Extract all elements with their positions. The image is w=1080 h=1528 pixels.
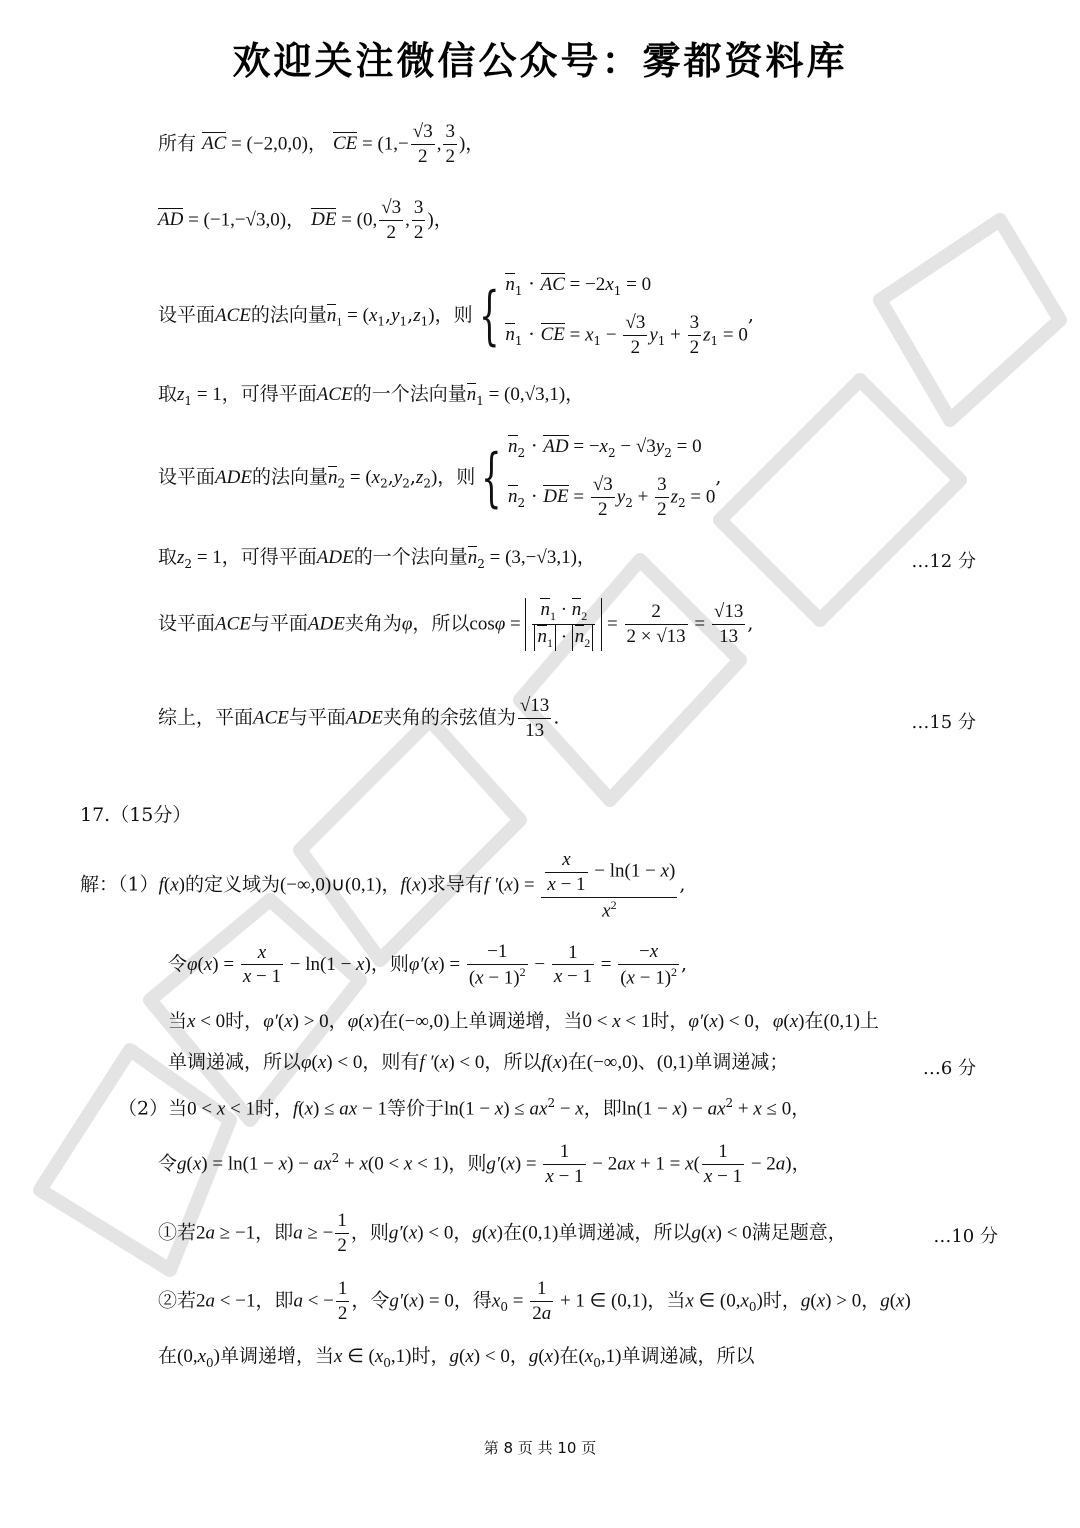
g-definition-line: 令$g(x) = \ln(1 - x) - ax^2 + x(0 < x < 1)$，则g′(x) = $\frac{1}{x - 1}$ − 2ax + 1 = x( $\frac{1}{x - 1}$ − 2a)， — [158, 1141, 811, 1187]
solution-part2-line: （2）当0 < x < 1时，f(x) ≤ ax − 1等价于$\ln(1 - x) \le ax^2 - x$，即$\ln(1 - x) - ax^2 + x \le 0$， — [118, 1096, 811, 1120]
case-1-line: ①若2a ≥ −1，即a ≥ − $\frac{1}{2}$ ，则g′(x) < 0，g(x)在(0,1)单调递减，所以g(x) < 0满足题意， — [158, 1210, 847, 1256]
monotonic-cases-line: 当x < 0时，φ′(x) > 0，φ(x)在(−∞,0)上单调递增，当0 < x < 1时，φ′(x) < 0，φ(x)在(0,1)上 — [168, 1010, 879, 1032]
case-2-line: ②若2a < −1，即a < − $\frac{1}{2}$ ，令g′(x) = 0，得$x_0$ = $\frac{1}{2a}$ + 1 ∈ (0,1)，当x ∈ $(0,x_0)$时，g(x) > 0，g(x) — [158, 1278, 911, 1324]
conclusion-line: 综上，平面ACE与平面ADE夹角的余弦值为 $\frac{√13}{13}$ . — [158, 695, 560, 741]
vector-ad-de-line: AD = (−1,−√3,0)， DE = (0, $\frac{√3}{2}$ , $\frac{3}{2}$ )， — [158, 197, 453, 243]
normal-n2-result: 取$z_2 = 1$，可得平面ADE的一个法向量$n_2 = (3,-√3,1)$， — [158, 546, 596, 571]
page-header-title: 欢迎关注微信公众号：雾都资料库 — [232, 39, 848, 83]
normal-n2-system: 设平面ADE的法向量$n_2 = (x_2,y_2,z_2)$，则{ $n_2$ · AD = $-x_2 - √3y_2 = 0$ $n_2$ · DE = $\frac{√3}{2}$ $y_2$ + $\frac{3}{2}$ $z_2 = 0$ , — [158, 435, 722, 520]
case-2-continued-line: 在$(0,x_0)$单调递增，当x ∈ $(x_0,1)$时，g(x) < 0，g(x)在$(x_0,1)$单调递减，所以 — [158, 1345, 755, 1370]
score-6: …6 分 — [922, 1058, 976, 1079]
score-12: …12 分 — [911, 551, 976, 572]
question-17-heading: 17.（15分） — [80, 804, 192, 826]
phi-definition-line: 令φ(x) = $\frac{x}{x - 1}$ − ln(1 − x)，则φ′(x) = $\frac{-1}{(x - 1)^2}$ − $\frac{1}{x - 1}$ = $\frac{-x}{(x - 1)^2}$ , — [168, 941, 688, 989]
vector-ac-ce-line: 所有 AC = (−2,0,0)， CE = (1,− $\frac{√3}{2}$ , $\frac{3}{2}$ )， — [158, 121, 485, 167]
normal-n1-result: 取$z_1 = 1$，可得平面ACE的一个法向量$n_1 = (0,√3,1)$， — [158, 383, 585, 408]
score-10: …10 分 — [933, 1226, 998, 1247]
solution-part1-line: 解：（1）f(x)的定义域为(−∞,0)∪(0,1)，f(x)求导有f ′(x) = $\frac{x}{x - 1}$ − ln(1 − x) $x^2$ , — [80, 849, 686, 921]
page-footer: 第 8 页 共 10 页 — [483, 1439, 597, 1457]
normal-n1-system: 设平面ACE的法向量$n_1 = (x_1,y_1,z_1)$，则{ $n_1$ · AC = $-2x_1 = 0$ $n_1$ · CE = $x_1$ − $\frac{√3}{2}$ $y_1$ + $\frac{3}{2}$ $z_1 = 0$ , — [158, 273, 754, 358]
decreasing-line: 单调递减，所以φ(x) < 0，则有f ′(x) < 0，所以f(x)在(−∞,0)、(0,1)单调递减； — [168, 1051, 789, 1073]
score-15: …15 分 — [911, 712, 976, 733]
cos-angle-line: 设平面ACE与平面ADE夹角为φ，所以cosφ = $\frac{n_1 \cdot n_2}{n_1 \cdot n_2}$ = $\frac{2}{2 \times √13}$ = $\frac{√13}{13}$ , — [158, 599, 754, 650]
